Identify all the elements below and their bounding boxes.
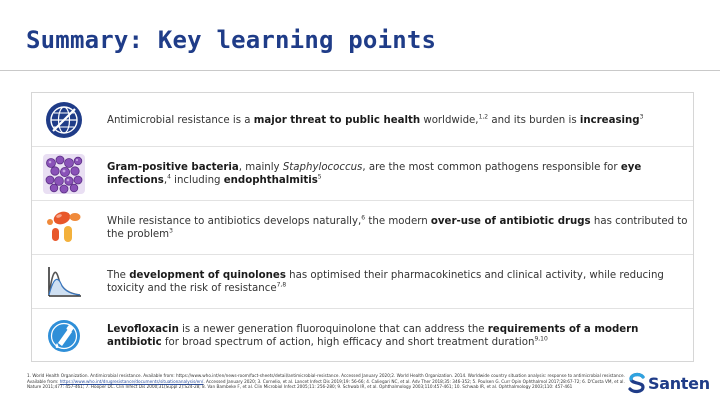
key-point-text-part: , are the most common pathogens responsible for — [362, 162, 621, 173]
key-point-text-part: has optimised their pharmacokinetics and clinical activity, while reducing toxicity and the risk of resistance — [107, 270, 664, 294]
key-point-text-part: 9,10 — [534, 335, 548, 343]
key-point-text-part: over-use of antibiotic drugs — [430, 216, 591, 227]
references — [27, 373, 627, 390]
santen-logo-text: Santen — [648, 373, 710, 393]
key-point-text-part: requirements of a modern antibiotic — [107, 324, 639, 348]
page-title: Summary: Key learning points — [26, 26, 437, 54]
globe-icon — [32, 93, 96, 147]
key-point-text — [107, 147, 691, 201]
key-point-text-part: 7,8 — [276, 281, 287, 289]
reference-link[interactable]: https://www.who.int/drugresistance/documents/situationanalysis/en/ — [59, 378, 204, 384]
key-point-row — [32, 93, 693, 147]
title-divider — [0, 70, 720, 71]
key-point-row — [32, 309, 693, 363]
key-point-text-part: worldwide, — [420, 114, 479, 126]
key-points-panel — [31, 92, 694, 362]
key-point-text-part: , mainly — [238, 162, 283, 173]
key-point-text-part: 3 — [169, 227, 173, 235]
key-point-text-part: and its burden is — [488, 114, 580, 126]
key-point-text — [107, 309, 691, 363]
reference-text: 1. World Health Organization. Antimicrobial resistance. Available from: https://www.who.int/en/news-room/fact-sheets/detail/antimicrobial-resistance. Accessed January 2020; — [27, 373, 392, 378]
key-point-text — [107, 93, 691, 147]
key-point-text-part: endophthalmitis — [223, 175, 318, 186]
key-point-text-part: Levofloxacin — [107, 324, 179, 335]
key-point-text-part: 5 — [317, 173, 322, 181]
key-point-text-part: increasing — [579, 114, 640, 126]
santen-logo — [626, 371, 710, 395]
key-point-text-part: 3 — [639, 113, 644, 121]
key-point-text — [107, 201, 691, 255]
key-point-text-part: development of quinolones — [129, 270, 286, 281]
key-point-text-part: The — [107, 270, 130, 281]
key-point-text-part: Gram-positive bacteria — [107, 162, 239, 173]
key-point-row — [32, 255, 693, 309]
key-point-text-part: 1,2 — [478, 113, 489, 121]
key-point-text-part: While resistance to antibiotics develops naturally, — [107, 216, 362, 227]
key-point-text — [107, 255, 691, 309]
key-point-text-part: 4 — [167, 173, 171, 181]
pharmacokinetic-curve-icon — [32, 255, 96, 309]
key-point-text-part: eye infections — [107, 162, 642, 186]
bacteria-icon — [32, 147, 96, 201]
key-point-text-part: Staphylococcus — [282, 162, 363, 173]
key-point-text-part: including — [170, 175, 224, 186]
pills-icon — [32, 201, 96, 255]
key-point-text-part: the modern — [365, 216, 431, 227]
key-point-row — [32, 147, 693, 201]
key-point-text-part: Antimicrobial resistance is a — [107, 114, 254, 126]
key-point-text-part: for broad spectrum of action, high efficacy and short treatment duration — [161, 337, 535, 348]
key-point-row — [32, 201, 693, 255]
key-point-text-part: major threat to public health — [253, 114, 421, 126]
santen-logo-mark-icon — [626, 372, 648, 394]
key-point-text-part: has contributed to the problem — [107, 216, 688, 240]
eye-drop-icon — [32, 309, 96, 363]
reference-text: 2. World Health Organization. 2014. Worldwide country situation analysis: response to antimicrobial resistance. Available from: — [27, 373, 625, 384]
key-point-text-part: is a newer generation fluoroquinolone that can address the — [178, 324, 488, 335]
reference-text: . Accessed January 2020; 3. Cornelio, et al. Lancet Infect Dis 2019;19: 56-66; 4. Caliegari NC, et al. Adv Ther 2018;35: 346-352; 5. Poulsen G. Curr Opin Ophthalmol 2017;28:67-72; 6. D'Costa VM, et al. Nature 2011;477: 457-461; 7. Hooper DC. Clin Infect Dis 2000;31(Suppl 2):S24-28; 8. Van Bambeke F, et al. Clin Microbiol Infect 2005;11: 256-280; 9. Schwab IR, et al. Ophthalmology 2003;110:457-461; 10. Schwab IR, et al. Ophthalmology 2003;110: 457-461 — [27, 378, 625, 390]
key-point-text-part: , — [163, 175, 168, 186]
key-point-text-part: 6 — [361, 214, 366, 222]
